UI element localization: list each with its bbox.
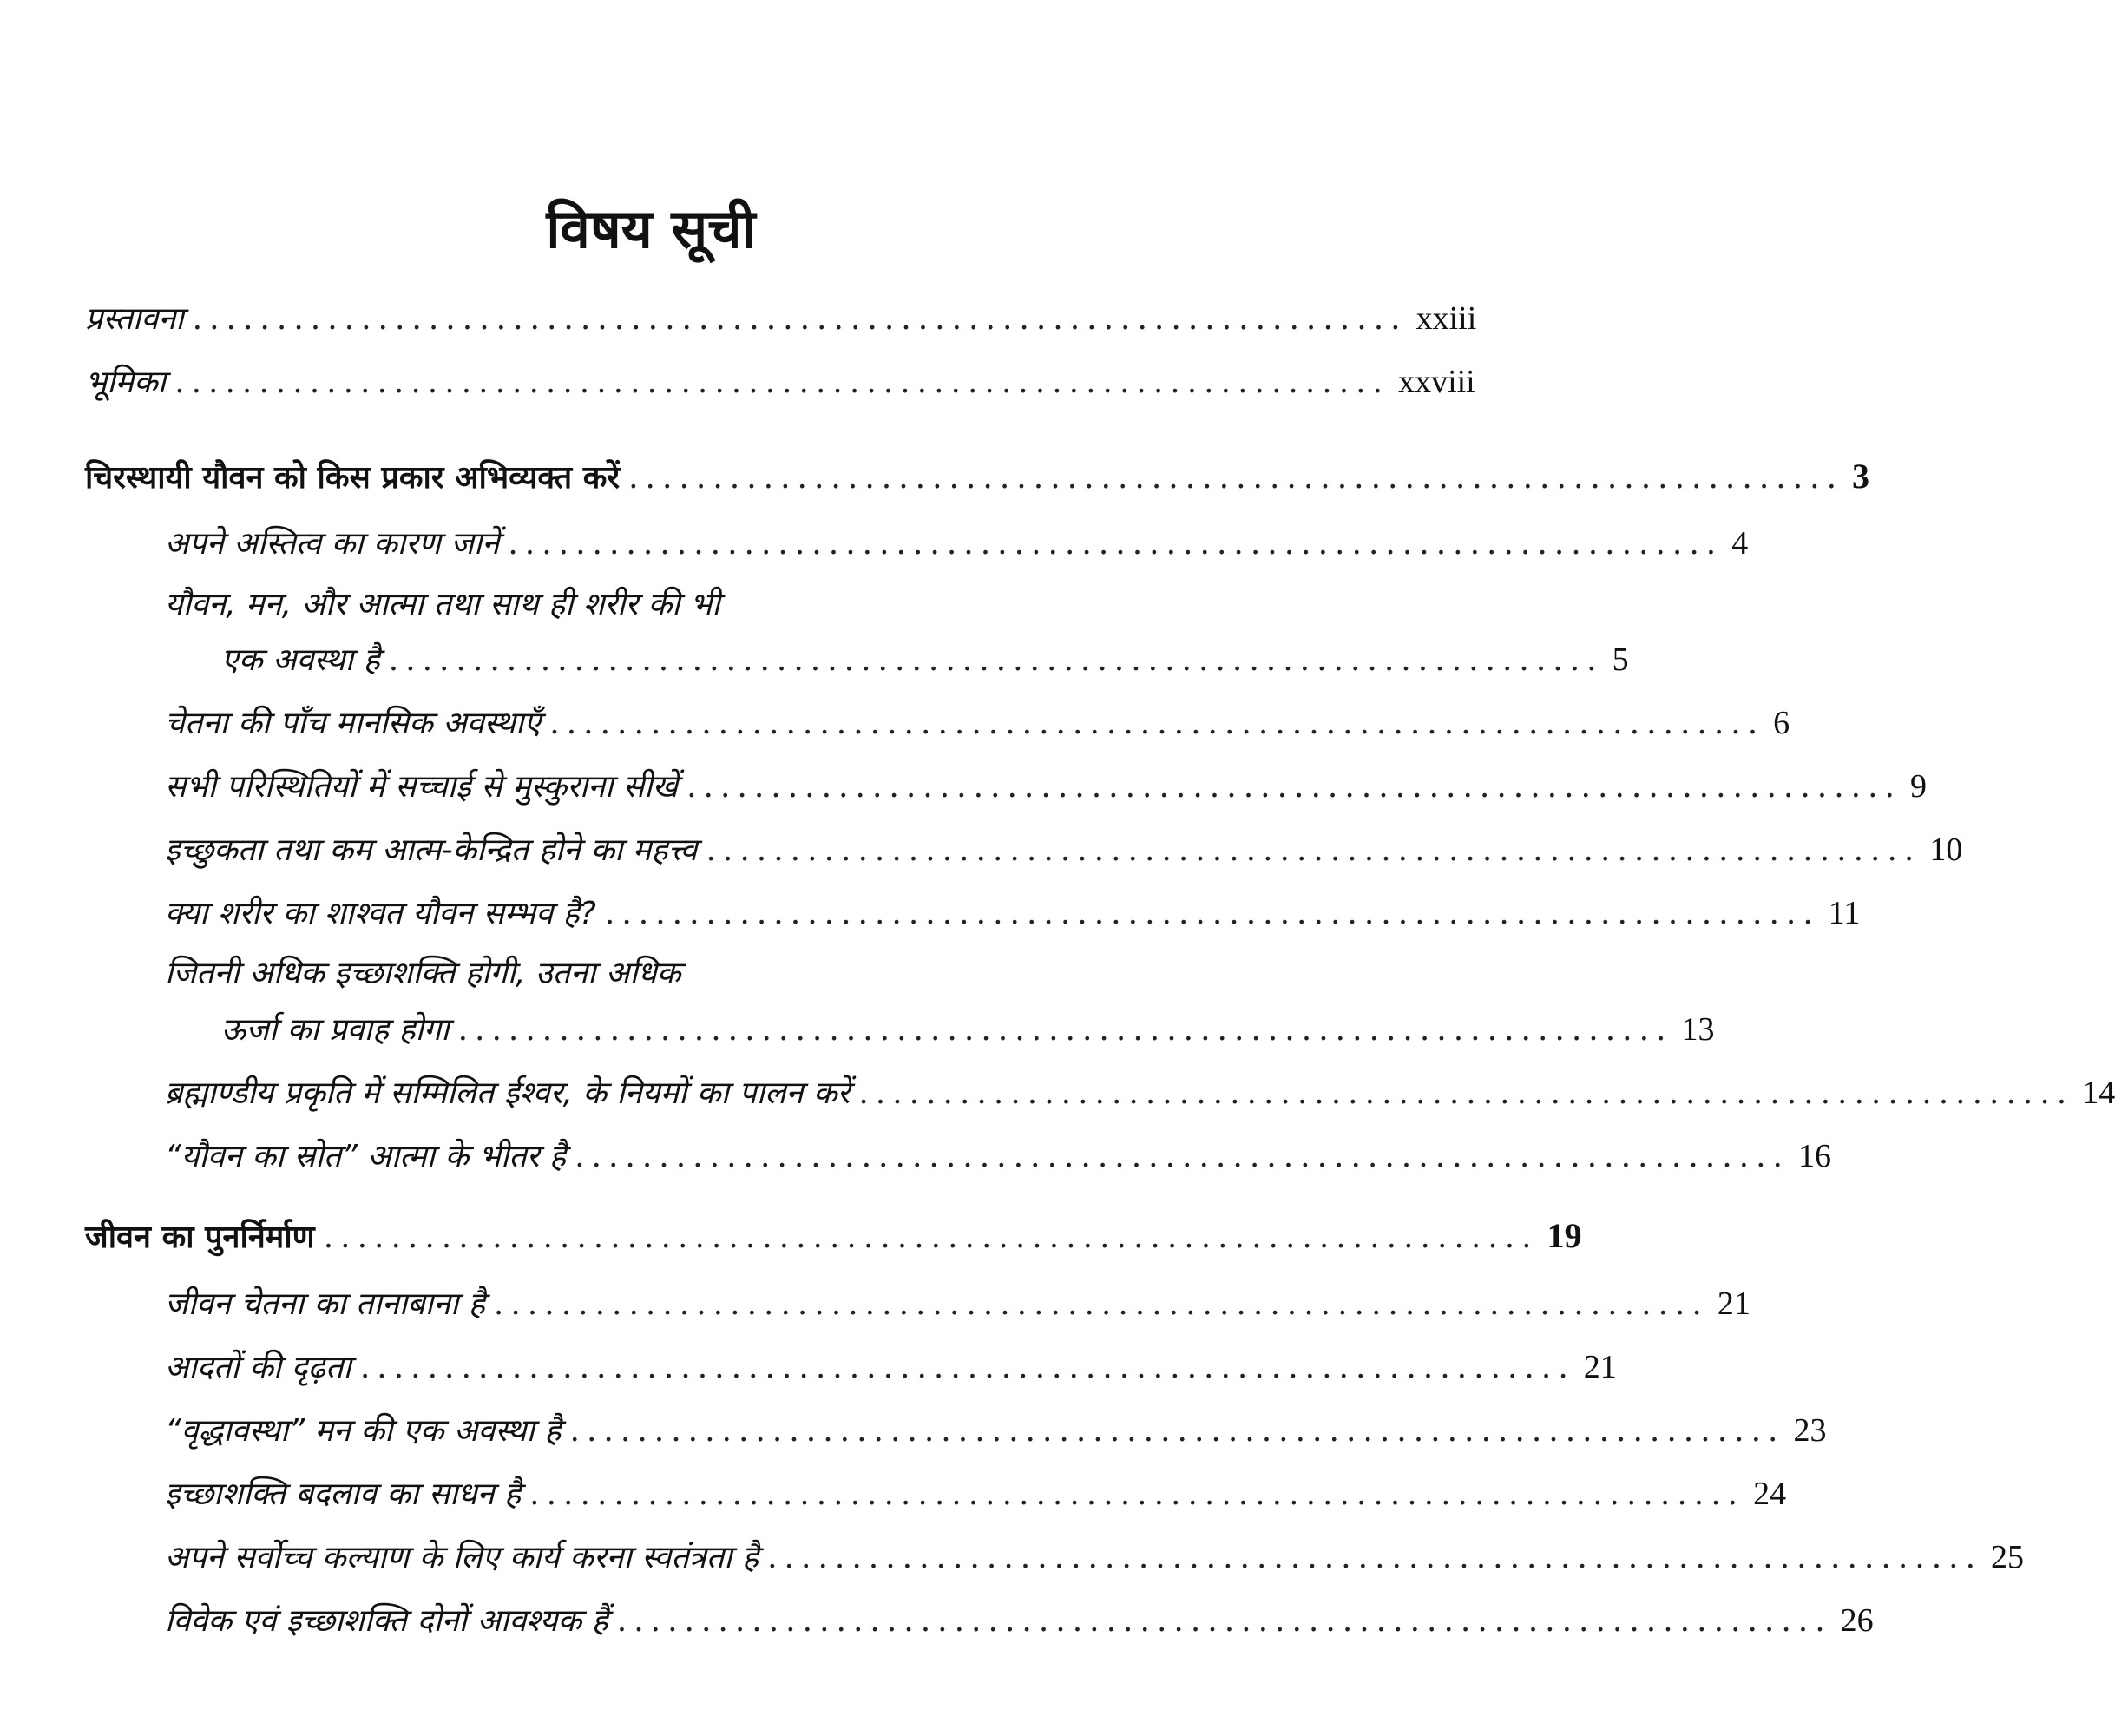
- dot-leader: ........................................................................: [604, 896, 1820, 931]
- section-label: इच्छाशक्ति बदलाव का साधन है: [165, 1476, 522, 1512]
- toc-entry-label: प्रस्तावना: [85, 301, 184, 337]
- section-label: “यौवन का स्रोत” आत्मा के भीतर है: [165, 1139, 567, 1174]
- toc-section: [165, 524, 1749, 563]
- chapter-page: 19: [1547, 1216, 1582, 1255]
- dot-leader: ........................................................................: [174, 365, 1390, 400]
- dot-leader: ........................................................................: [493, 1286, 1709, 1322]
- toc-entry-front-0: [85, 299, 1477, 339]
- dot-leader: ........................................................................: [323, 1220, 1539, 1255]
- toc-section: [165, 1348, 1617, 1387]
- section-page: 21: [1717, 1286, 1750, 1322]
- section-label: “वृद्धावस्था” मन की एक अवस्था है: [165, 1413, 562, 1449]
- section-label: अपने सर्वोच्च कल्याण के लिए कार्य करना स्वतंत्रता है: [165, 1540, 759, 1575]
- section-label: सभी परिस्थितियों में सच्चाई से मुस्कुराना सीखें: [165, 769, 679, 805]
- dot-leader: ........................................................................: [192, 301, 1408, 337]
- chapter-title: चिरस्थायी यौवन को किस प्रकार अभिव्यक्त करें: [85, 460, 621, 496]
- toc-entry-label: भूमिका: [85, 365, 167, 400]
- toc-section: [221, 641, 1629, 680]
- toc-section: [165, 1137, 1831, 1176]
- section-page: 16: [1798, 1138, 1831, 1174]
- chapter-page: 3: [1852, 457, 1870, 496]
- dot-leader: ........................................................................: [388, 642, 1604, 678]
- section-label: यौवन, मन, और आत्मा तथा साथ ही शरीर की भी: [165, 587, 720, 622]
- dot-leader: ........................................................................: [575, 1139, 1790, 1174]
- toc-section: [165, 1074, 2115, 1113]
- section-label: अपने अस्तित्व का कारण जानें: [165, 526, 500, 562]
- dot-leader: ........................................................................: [858, 1075, 2074, 1111]
- section-label: जितनी अधिक इच्छाशक्ति होगी, उतना अधिक: [165, 956, 681, 991]
- toc-section: [165, 1538, 2025, 1577]
- dot-leader: ........................................................................: [569, 1413, 1785, 1449]
- section-page: 10: [1929, 832, 1963, 868]
- toc-chapter-2: [85, 1216, 1582, 1257]
- toc-chapter-1: [85, 457, 1870, 497]
- page-title: विषय सूची: [546, 197, 756, 260]
- dot-leader: ........................................................................: [529, 1476, 1745, 1512]
- chapter-title: जीवन का पुनर्निर्माण: [85, 1220, 315, 1255]
- toc-section: [165, 1285, 1750, 1324]
- section-page: 25: [1991, 1539, 2025, 1575]
- section-page: 4: [1731, 525, 1749, 562]
- section-page: 6: [1773, 705, 1790, 741]
- toc-section: [165, 894, 1861, 933]
- toc-section: [221, 1010, 1715, 1049]
- section-label: इच्छुकता तथा कम आत्म-केन्द्रित होने का महत्त्व: [165, 832, 698, 868]
- section-page: 5: [1612, 641, 1629, 678]
- section-page: 11: [1828, 895, 1861, 931]
- dot-leader: ........................................................................: [628, 460, 1844, 496]
- section-page: 9: [1909, 768, 1927, 805]
- dot-leader: ........................................................................: [508, 526, 1724, 562]
- dot-leader: ........................................................................: [549, 706, 1765, 741]
- section-label-continued: एक अवस्था है: [221, 642, 380, 678]
- section-page: 13: [1681, 1011, 1715, 1048]
- section-page: 14: [2082, 1075, 2115, 1111]
- toc-section: [165, 831, 1963, 870]
- dot-leader: ........................................................................: [359, 1350, 1575, 1385]
- toc-entry-page: xxviii: [1398, 364, 1475, 400]
- toc-section: [165, 1411, 1827, 1450]
- section-label: आदतों की दृढ़ता: [165, 1350, 351, 1385]
- dot-leader: ........................................................................: [767, 1540, 1983, 1575]
- toc-entry-front-1: [85, 363, 1475, 402]
- section-page: 21: [1583, 1349, 1617, 1385]
- toc-entry-page: xxiii: [1415, 300, 1477, 337]
- section-label: क्या शरीर का शाश्वत यौवन सम्भव है?: [165, 896, 596, 931]
- section-label: ब्रह्माण्डीय प्रकृति में सम्मिलित ईश्वर, के नियमों का पालन करें: [165, 1075, 851, 1111]
- toc-section: [165, 1475, 1787, 1514]
- section-label: जीवन चेतना का तानाबाना है: [165, 1286, 485, 1322]
- dot-leader: ........................................................................: [457, 1012, 1673, 1048]
- dot-leader: ........................................................................: [616, 1603, 1832, 1639]
- section-label: चेतना की पाँच मानसिक अवस्थाएँ: [165, 706, 542, 741]
- toc-section: [165, 704, 1790, 743]
- section-label: विवेक एवं इच्छाशक्ति दोनों आवश्यक हैं: [165, 1603, 608, 1639]
- section-page: 23: [1793, 1412, 1827, 1449]
- section-page: 26: [1840, 1602, 1874, 1639]
- section-page: 24: [1753, 1476, 1787, 1512]
- toc-section: [165, 767, 1927, 806]
- section-label-continued: ऊर्जा का प्रवाह होगा: [221, 1012, 450, 1048]
- dot-leader: ........................................................................: [686, 769, 1902, 805]
- toc-section: [165, 1601, 1874, 1641]
- dot-leader: ........................................................................: [706, 832, 1921, 868]
